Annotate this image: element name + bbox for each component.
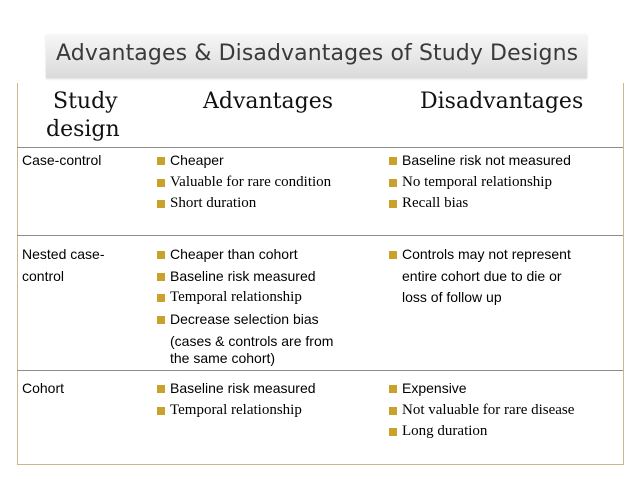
list-item: Long duration — [389, 421, 574, 443]
bullet-icon — [157, 407, 165, 415]
advantages-note — [157, 333, 333, 367]
advantages-cohort — [157, 378, 316, 421]
bullet-icon — [157, 385, 165, 393]
bullet-icon — [389, 251, 397, 259]
disadvantages-case-control — [389, 150, 571, 215]
advantages-nested-case-control — [157, 244, 333, 367]
list-item: Baseline risk measured — [157, 266, 333, 288]
header-disadvantages: Disadvantages — [420, 89, 584, 114]
list-item: Valuable for rare condition — [157, 172, 331, 194]
disadvantages-nested-case-control — [389, 244, 571, 309]
bullet-icon — [157, 273, 165, 281]
row-divider — [17, 235, 623, 236]
bullet-icon — [389, 407, 397, 415]
list-item: Controls may not represent — [389, 244, 571, 266]
disadvantages-cohort — [389, 378, 574, 443]
list-item: Not valuable for rare disease — [389, 400, 574, 422]
note-line1: (cases & controls are from — [170, 333, 334, 349]
title-bar — [46, 34, 587, 78]
header-study-design — [46, 88, 120, 144]
design-line2: control — [22, 267, 65, 284]
disadvantage-continuation: loss of follow up — [402, 289, 502, 305]
list-item: Baseline risk not measured — [389, 150, 571, 172]
row-design-nested-case-control — [22, 244, 104, 287]
list-item: Short duration — [157, 193, 331, 215]
list-item: Cheaper — [157, 150, 331, 172]
list-item: Baseline risk measured — [157, 378, 316, 400]
page-title: Advantages & Disadvantages of Study Designs — [56, 41, 579, 66]
disadvantage-continuation: entire cohort due to die or — [402, 267, 562, 284]
header-design-line1: Study — [53, 89, 118, 114]
row-design-case-control: Case-control — [22, 152, 102, 168]
header-advantages: Advantages — [203, 89, 334, 114]
bullet-icon — [157, 200, 165, 208]
bullet-icon — [389, 179, 397, 187]
design-line1: Nested case- — [22, 246, 105, 262]
list-item: No temporal relationship — [389, 172, 571, 194]
header-design-line2: design — [46, 117, 120, 142]
list-item: Recall bias — [389, 193, 571, 215]
bullet-icon — [157, 316, 165, 324]
list-item: Temporal relationship — [157, 287, 333, 309]
row-divider — [17, 370, 623, 371]
note-line2: the same cohort) — [170, 350, 276, 366]
list-item: Cheaper than cohort — [157, 244, 333, 266]
bullet-icon — [157, 294, 165, 302]
bullet-icon — [157, 157, 165, 165]
bullet-icon — [389, 385, 397, 393]
bullet-icon — [389, 157, 397, 165]
bullet-icon — [157, 179, 165, 187]
list-item: Decrease selection bias — [157, 309, 333, 331]
advantages-case-control — [157, 150, 331, 215]
bullet-icon — [157, 251, 165, 259]
bullet-icon — [389, 428, 397, 436]
bullet-icon — [389, 200, 397, 208]
list-item: Temporal relationship — [157, 400, 316, 422]
list-item: Expensive — [389, 378, 574, 400]
row-design-cohort: Cohort — [22, 380, 65, 396]
row-divider — [17, 147, 623, 148]
